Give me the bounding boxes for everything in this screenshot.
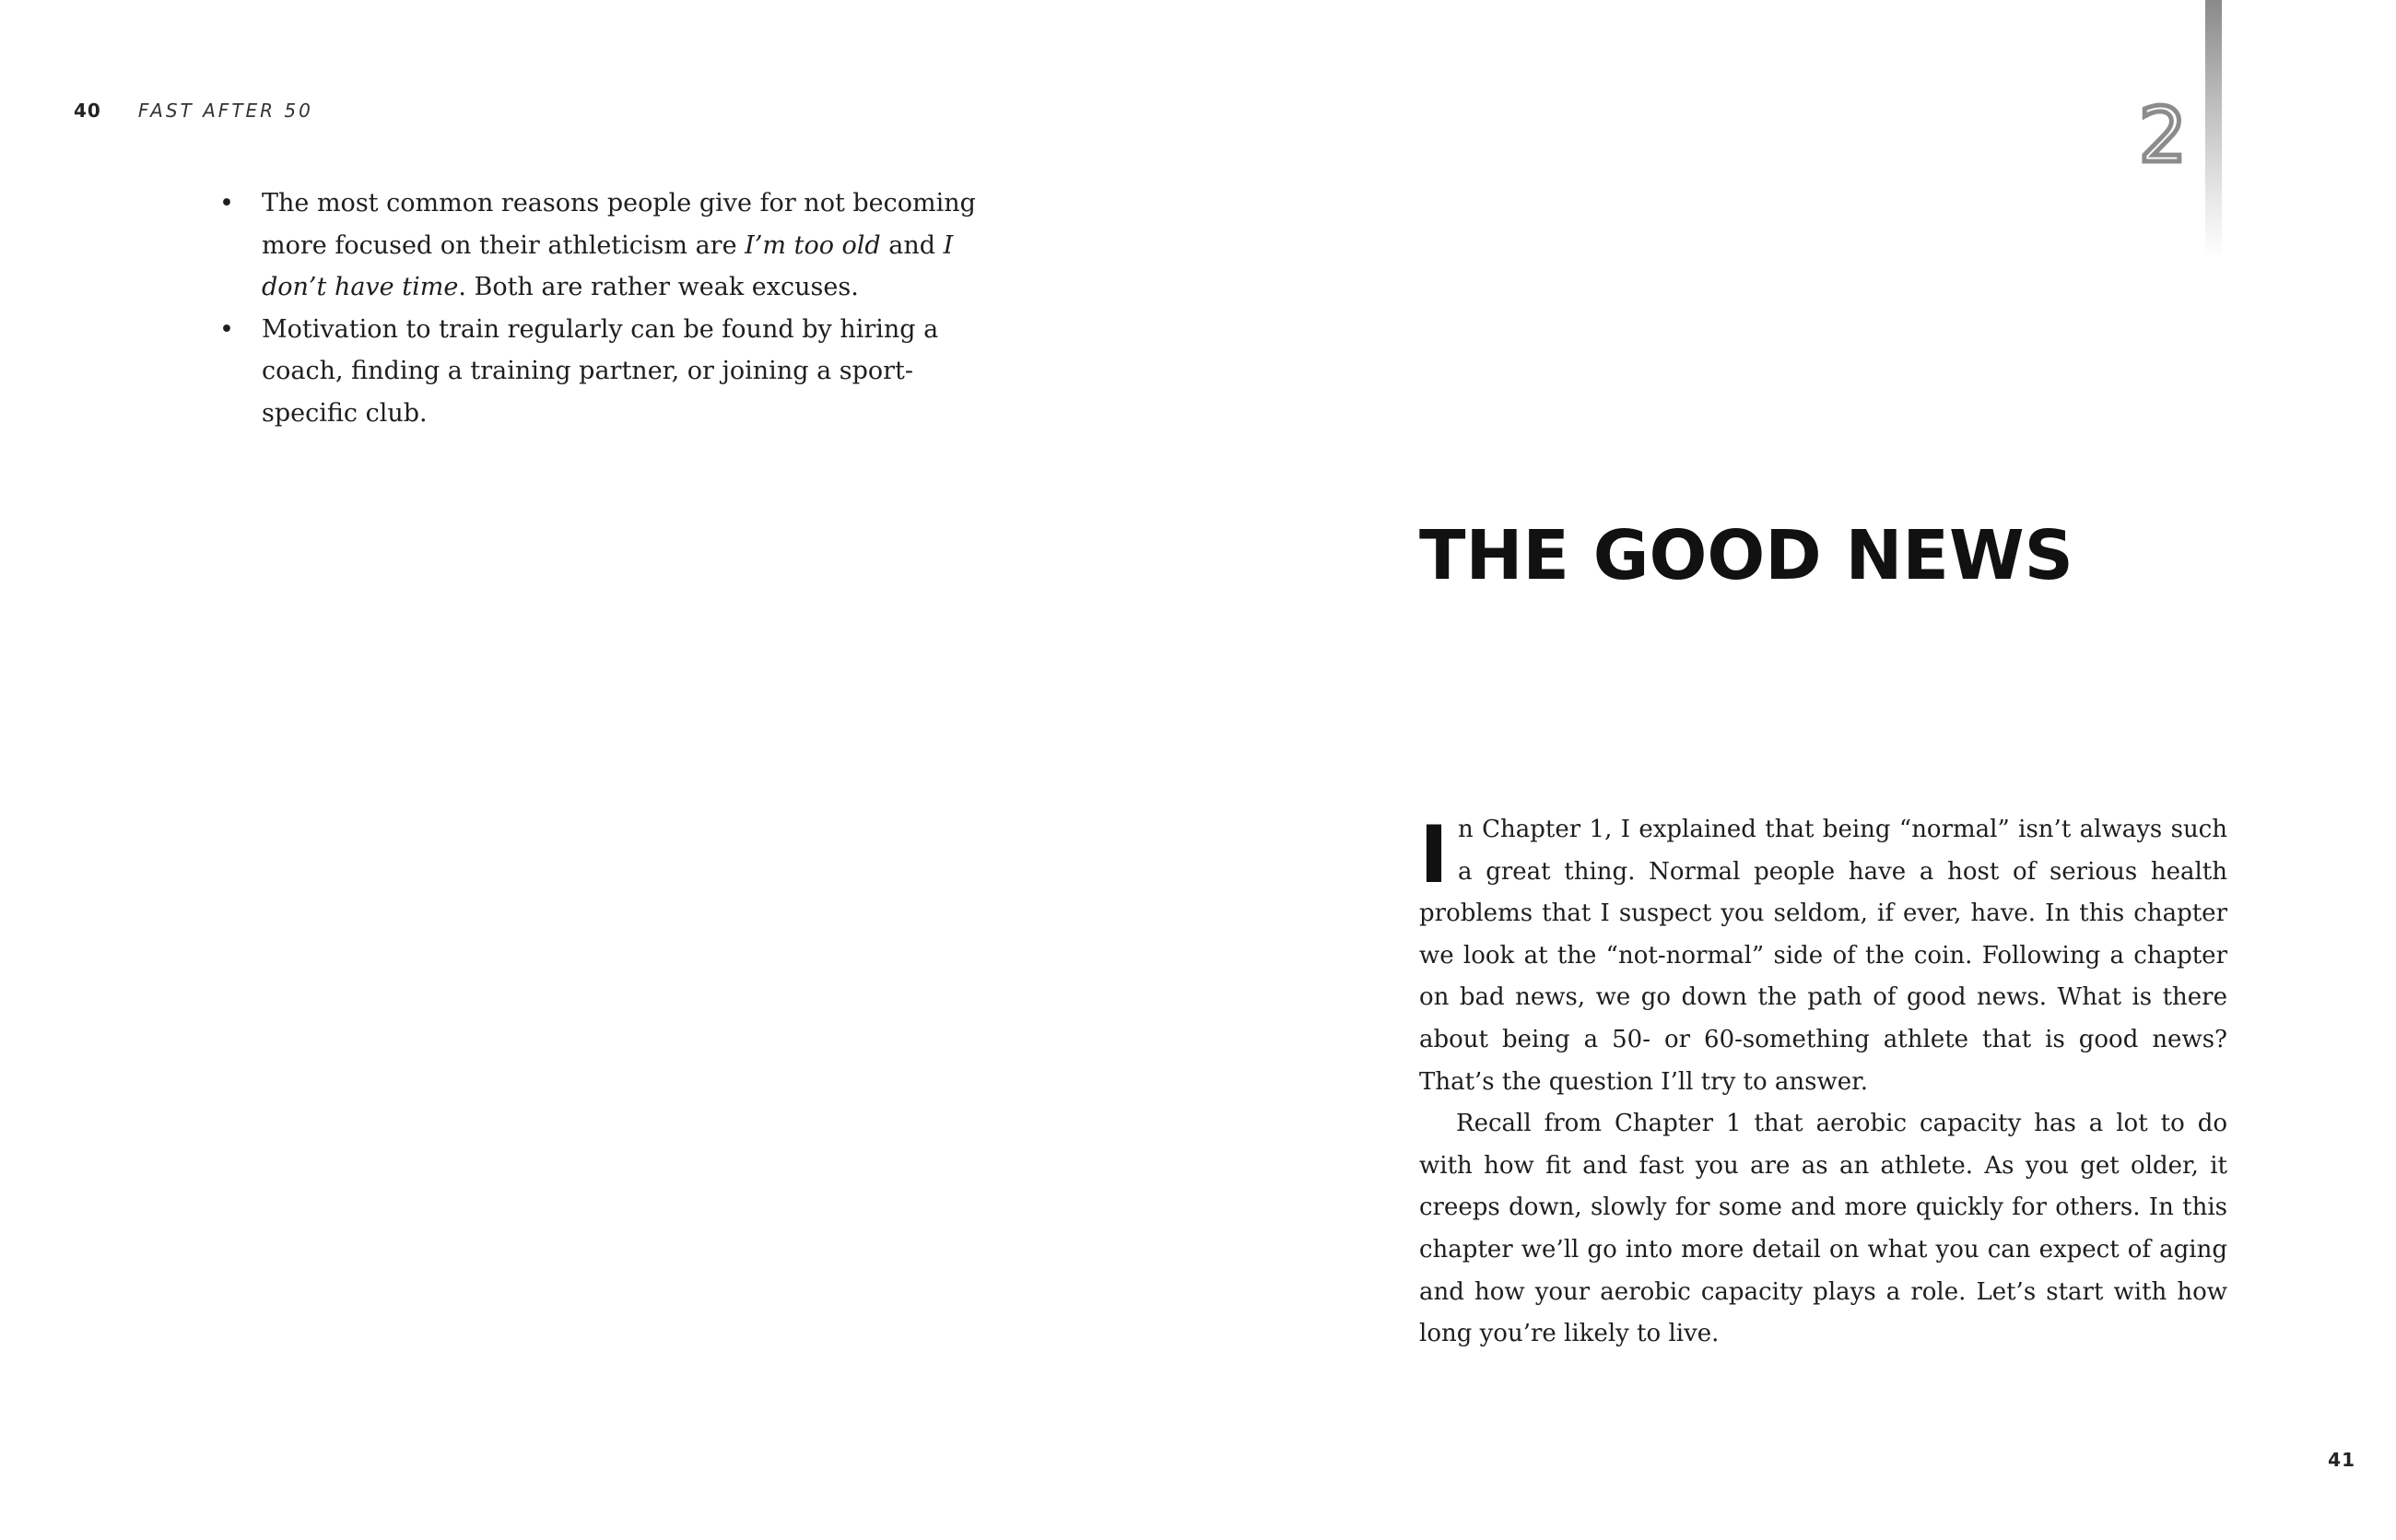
chapter-body: [1419, 809, 2227, 1356]
summary-bullet-list: [219, 182, 993, 434]
chapter-number: [2131, 97, 2195, 170]
list-item: [219, 309, 993, 435]
body-paragraph: [1419, 809, 2227, 1103]
chapter-number-text: 2: [2138, 97, 2188, 170]
bullet-text-middle: and: [880, 230, 944, 260]
bullet-text-end: . Both are rather weak excuses.: [458, 273, 859, 301]
right-page: [1198, 0, 2396, 1540]
page-number-left: 40: [74, 100, 101, 122]
bullet-text: Motivation to train regularly can be found by hiring a coach, finding a training partner, or joining a sport-specific club.: [262, 314, 939, 428]
page-number-right: 41: [2328, 1449, 2355, 1471]
running-head: [74, 100, 313, 122]
bullet-emphasis: I don’t have time: [262, 230, 954, 301]
bullet-emphasis: I’m too old: [745, 230, 881, 260]
bullet-text-start: The most common reasons people give for not becoming more focused on their athleticism are: [262, 189, 976, 260]
body-paragraph: Recall from Chapter 1 that aerobic capacity has a lot to do with how fit and fast you are as an athlete. As you get older, it creeps down, slowly for some and more quickly for others. In this chapter we’ll go into more detail on what you can expect of aging and how your aerobic capacity plays a role. Let’s start with how long you’re likely to live.: [1419, 1110, 2227, 1348]
list-item: [219, 182, 993, 309]
book-title: FAST AFTER 50: [137, 100, 313, 122]
bullet-icon: •: [219, 314, 234, 344]
paragraph-text: n Chapter 1, I explained that being “normal” isn’t always such a great thing. Normal people have a host of serious health problems that I suspect you seldom, if ever, have. In this chapter we look at the “not-normal” side of the coin. Following a chapter on bad news, we go down the path of good news. What is there about being a 50- or 60-something athlete that is good news? That’s the question I’ll try to answer.: [1419, 816, 2227, 1096]
chapter-gradient-bar: [2205, 0, 2222, 258]
bullet-icon: •: [219, 189, 234, 217]
drop-cap: I: [1419, 809, 1449, 901]
chapter-title: THE GOOD NEWS: [1419, 516, 2073, 595]
